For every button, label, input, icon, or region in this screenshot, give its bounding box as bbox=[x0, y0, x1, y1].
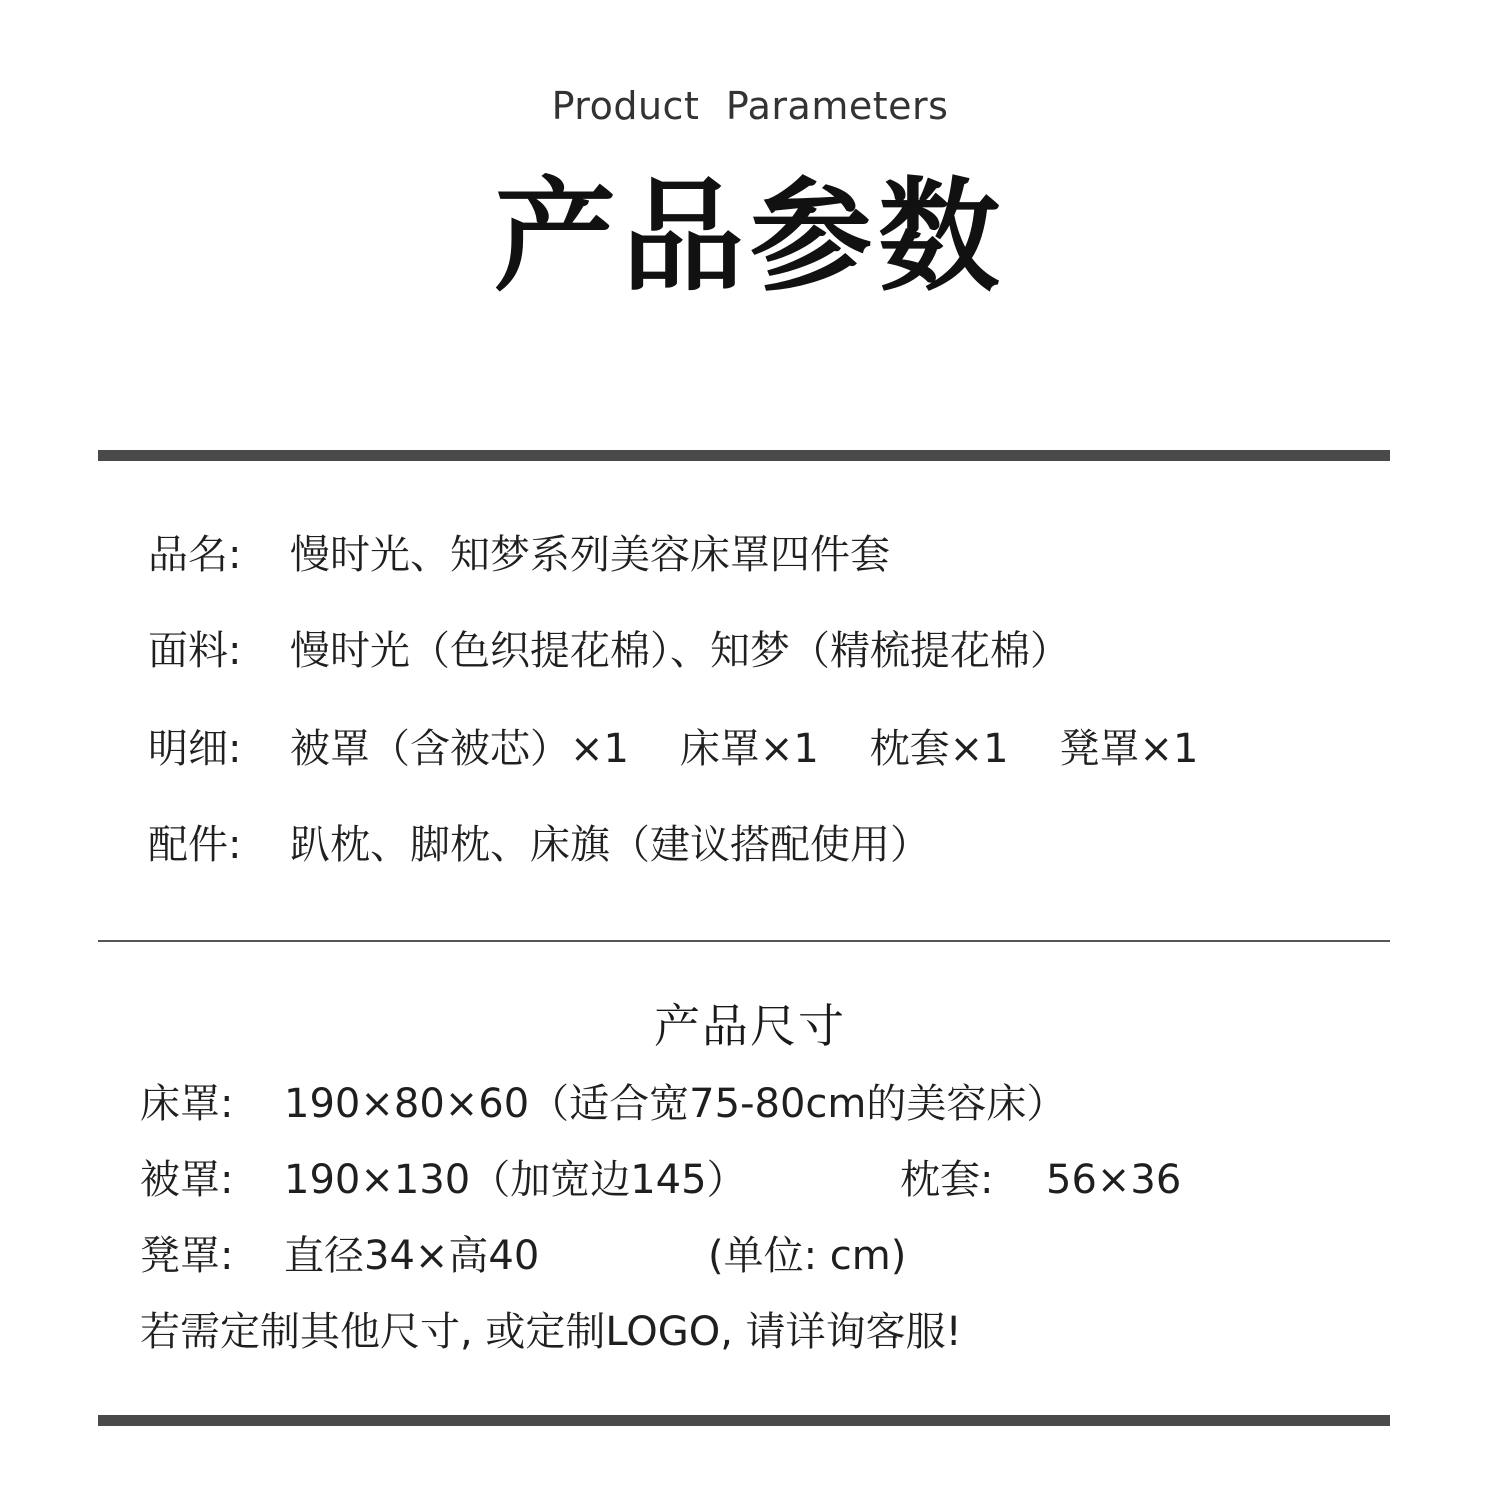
bottom-divider bbox=[98, 1415, 1390, 1426]
param-label: 明细: bbox=[148, 726, 242, 772]
param-label: 面料: bbox=[148, 628, 242, 674]
subtitle-en: Product Parameters bbox=[551, 84, 949, 128]
page-title: 产品参数 bbox=[494, 166, 1006, 308]
param-value: 趴枕、脚枕、床旗（建议搭配使用） bbox=[290, 822, 930, 868]
size-label: 凳罩: bbox=[140, 1233, 234, 1279]
custom-note-text: 若需定制其他尺寸, 或定制LOGO, 请详询客服! bbox=[140, 1309, 962, 1355]
middle-divider bbox=[98, 940, 1390, 942]
param-value: 慢时光（色织提花棉）、知梦（精梳提花棉） bbox=[290, 628, 1070, 674]
param-label: 配件: bbox=[148, 822, 242, 868]
size-value: 190×130（加宽边145） bbox=[284, 1157, 747, 1203]
size-value: 直径34×高40 bbox=[284, 1233, 540, 1279]
top-divider bbox=[98, 450, 1390, 461]
size-value: 190×80×60（适合宽75-80cm的美容床） bbox=[284, 1081, 1067, 1127]
pillow-value: 56×36 bbox=[1046, 1157, 1182, 1203]
param-value: 慢时光、知梦系列美容床罩四件套 bbox=[290, 532, 890, 578]
param-value: 被罩（含被芯）×1 床罩×1 枕套×1 凳罩×1 bbox=[290, 726, 1199, 772]
size-label: 被罩: bbox=[140, 1157, 234, 1203]
param-label: 品名: bbox=[148, 532, 242, 578]
size-label: 床罩: bbox=[140, 1081, 234, 1127]
pillow-label: 枕套: bbox=[900, 1157, 994, 1203]
sizes-heading: 产品尺寸 bbox=[654, 999, 846, 1053]
unit-note: (单位: cm) bbox=[708, 1233, 907, 1279]
